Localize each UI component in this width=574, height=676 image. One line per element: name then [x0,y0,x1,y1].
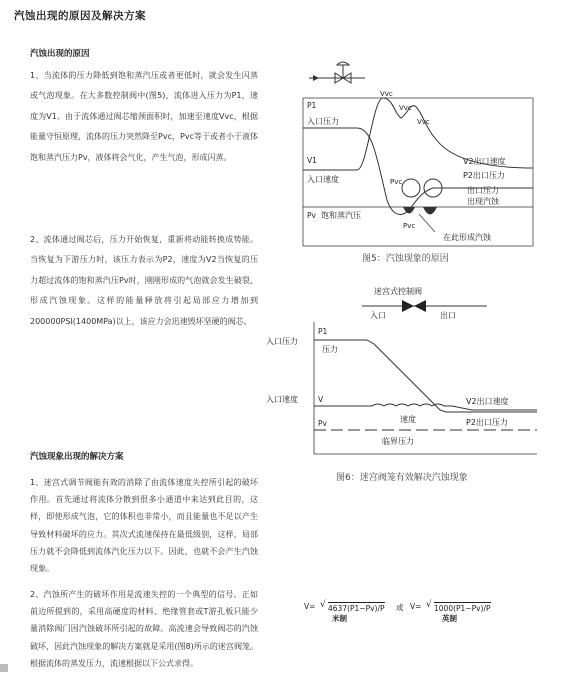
cause-paragraph-2: 2、流体通过阀芯后，压力开始恢复，重新将动能转换成势能。当恢复为下游压力时，该压力表示为P2，速度为V2当恢复的压力超过流体的饱和蒸汽压Pv时，刚刚形成的气泡就会发生破裂，形成汽蚀现象。这样的能量释放将引起局部应力增加到200000PSI(1400MPa)以上，该应力会迅速毁坏坚硬的阀芯。 [30,235,258,326]
sqrt-icon: √ [426,600,432,610]
fig6-p1: P1 [318,327,328,336]
fig5-pv: Pv [307,211,316,220]
solution-paragraph-1: 1、迷宫式调节阀能有效的消除了由流体速度失控所引起的破坏作用。首先通过将流体分散到很多小通道中来达到此目的，这样，即使形成气泡，它的体积也非常小，而且能量也不足以产生导致材料破坏的应力。其次式流速保持在最低级别，这样，局部压力就不会降低到流体汽化压力以下。因此，也就不会产生汽蚀现象。 [30,478,258,574]
formula-v-eq: V= [304,602,316,611]
fig5-inlet-velocity: 入口速度 [307,175,339,184]
fig5-sat-pressure: 饱和蒸汽压 [321,211,361,220]
formula-or: 或 [396,603,404,612]
figure5-diagram [295,60,545,265]
fig6-v: V [318,395,324,404]
figure5-caption: 图5：汽蚀现象的原因 [362,254,449,264]
velocity-formula [304,600,554,626]
fig5-v1: V1 [307,156,317,165]
formula-v-eq-2: V= [410,602,422,611]
formula-imperial-expr: 1000(P1−Pv)/P [434,604,491,613]
fig6-valve-label: 迷宫式控制阀 [374,287,422,296]
formula-metric-label: 米制 [332,614,347,623]
fig5-p2: P2出口压力 [463,171,505,180]
fig6-velocity: 速度 [400,415,416,424]
fig5-pvc-2: Pvc [403,222,416,230]
fig5-v2: V2出口速度 [463,157,506,166]
fig5-vvc-3: Vvc [417,118,430,126]
corner-mark [0,664,8,672]
fig6-pv: Pv [318,419,327,428]
fig6-inlet: 入口 [370,311,386,320]
valve-icon [309,62,365,83]
bubble-icon [402,179,420,197]
page-title: 汽蚀出现的原因及解决方案 [14,10,146,22]
cause-paragraph-1: 1、当流体的压力降低到饱和蒸汽压或者更低时，就会发生闪蒸或气泡现象。在大多数控制阀中(图5)，流体进入压力为P1，速度为V1。由于流体通过阀芯缩颈面积时，加速至速度Vvc，根据能量守恒原理，流体的压力突然降至Pvc，Pvc等于或者小于液体饱和蒸汽压力Pv，液体将会气化，产生气泡，形成闪蒸。 [30,71,258,162]
valve-icon [402,300,426,312]
fig5-p1: P1 [307,101,317,110]
formula-imperial-label: 英制 [442,614,457,623]
figure6-caption: 图6：迷宫阀笼有效解决汽蚀现象 [336,473,468,483]
fig5-form-here: 在此形成汽蚀 [443,233,491,242]
fig6-outlet: 出口 [440,311,456,320]
fig6-pressure: 压力 [322,345,338,354]
fig6-p2: P2出口压力 [466,418,508,427]
cavitation-mark [403,207,415,214]
fig5-vvc-1: Vvc [380,90,393,98]
figure6-diagram [262,284,547,464]
section-heading-cause: 汽蚀出现的原因 [30,49,90,59]
cavitation-mark [423,207,437,215]
fig5-inlet-pressure: 入口压力 [307,117,339,126]
solution-paragraph-2: 2、汽蚀所产生的破坏作用是流速失控的一个典型的信号。正如前边所提到的，采用高硬度的材料、绝缘管套或T游孔板只能少量消除阀门因汽蚀破坏所引起的故障。高流速会导致阀芯的汽蚀破坏，因此汽蚀现象的解决方案就是采用(图8)所示的迷宫阀笼。根据流体的蒸发压力，流速根据以下公式求得。 [30,590,258,668]
fig5-vapor: 出现汽蚀 [467,197,499,206]
fig5-pvc-1: Pvc [390,178,403,186]
fig5-outlet-pressure: 出口压力 [467,186,499,195]
sqrt-icon: √ [320,600,326,610]
formula-metric-expr: 4637(P1−Pv)/P [328,604,385,613]
fig6-inlet-pressure: 入口压力 [266,337,298,346]
fig6-inlet-velocity: 入口速度 [266,395,298,404]
fig5-vvc-2: Vvc [399,104,412,112]
fig6-v2: V2出口速度 [466,397,509,406]
section-heading-solution: 汽蚀现象出现的解决方案 [30,452,124,462]
fig6-critical-pressure: 临界压力 [382,437,414,446]
